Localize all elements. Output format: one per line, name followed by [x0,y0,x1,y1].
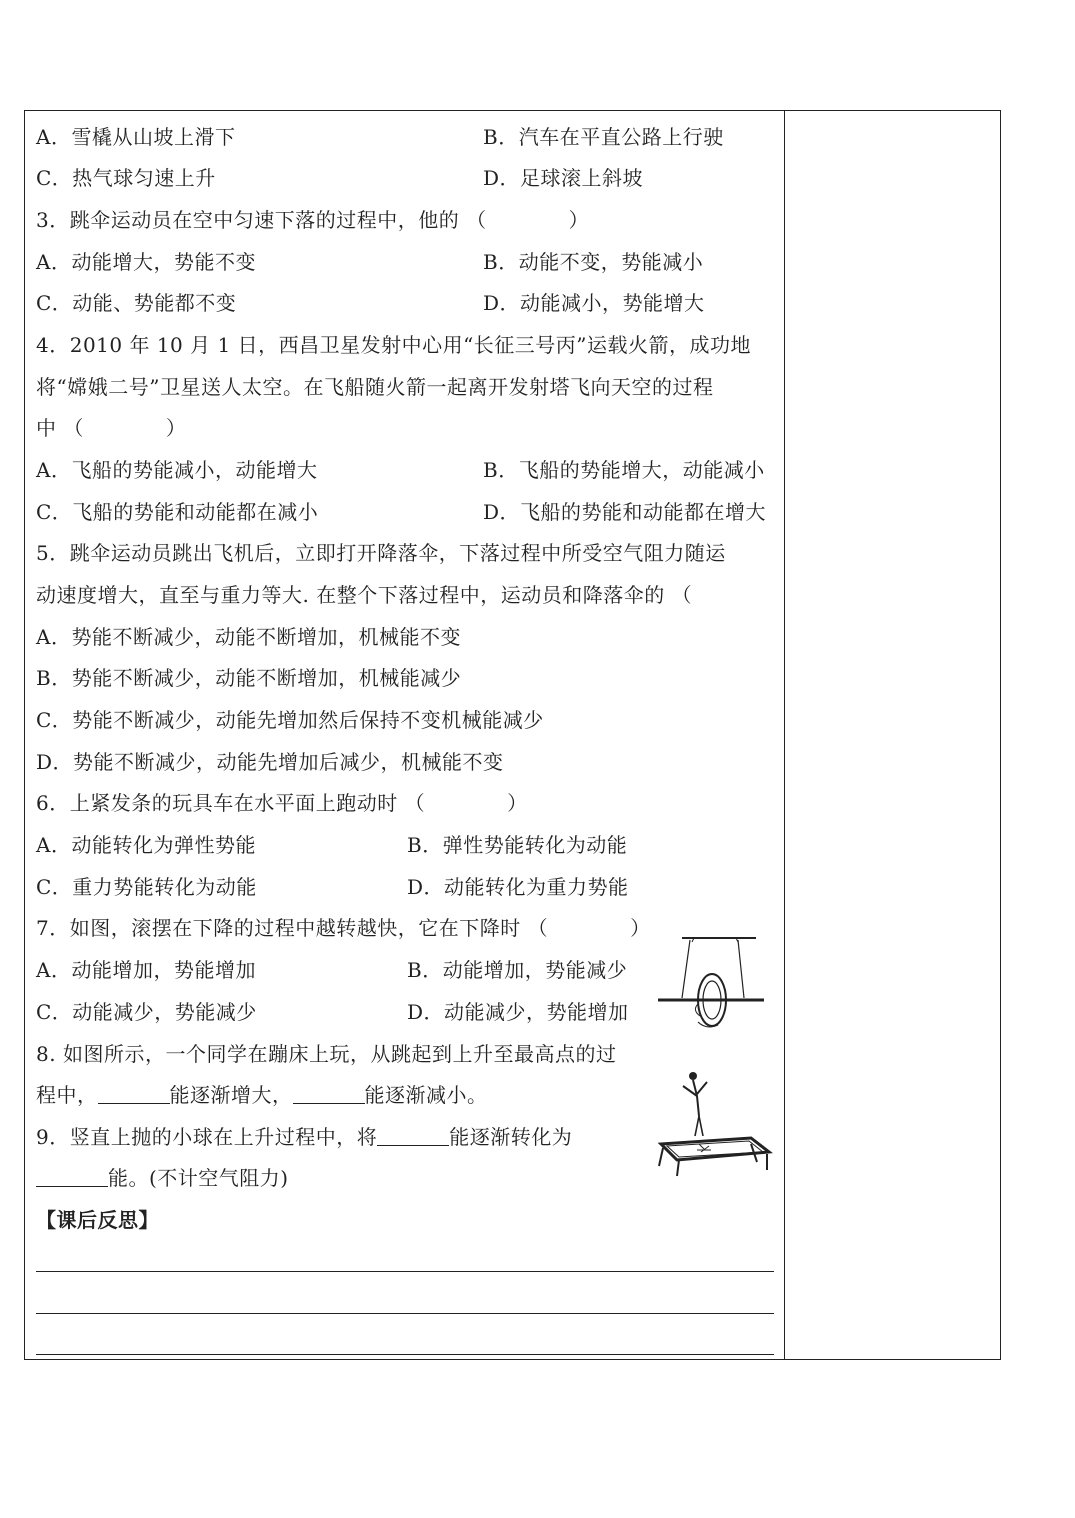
q4-option-c: C．飞船的势能和动能都在减小 [36,500,319,524]
q4-stem-line1: 4．2010 年 10 月 1 日，西昌卫星发射中心用“长征三号丙”运载火箭，成功地 [36,333,752,357]
q3-option-c: C．动能、势能都不变 [36,291,237,315]
q5-option-b: B．势能不断减少，动能不断增加，机械能减少 [36,666,462,690]
q5-option-a: A．势能不断减少，动能不断增加，机械能不变 [36,625,461,649]
q3-stem: 3．跳伞运动员在空中匀速下落的过程中，他的 （ ） [36,208,590,232]
q8-text-before-blank1: 程中， [36,1083,98,1107]
reflection-writing-line-2[interactable] [36,1313,774,1314]
q8-blank-2[interactable] [293,1083,365,1104]
q4-option-b: B．飞船的势能增大，动能减小 [483,458,765,482]
q2-option-a: A．雪橇从山坡上滑下 [36,125,236,149]
q2-option-b: B．汽车在平直公路上行驶 [483,125,724,149]
q2-option-c: C．热气球匀速上升 [36,166,216,190]
maxwell-wheel-figure [652,930,767,1032]
q9-text-after-blank2: 能。(不计空气阻力) [108,1166,289,1190]
q5-option-d: D．势能不断减少，动能先增加后减少，机械能不变 [36,750,504,774]
q9-text-before-blank1: 9．竖直上抛的小球在上升过程中，将 [36,1125,378,1149]
q7-stem: 7．如图，滚摆在下降的过程中越转越快，它在下降时 （ ） [36,916,651,940]
q8-line2 [36,1081,488,1109]
q2-option-d: D．足球滚上斜坡 [483,166,644,190]
q9-blank-1[interactable] [377,1125,449,1146]
q7-option-b: B．动能增加，势能减少 [407,958,628,982]
q3-option-b: B．动能不变，势能减小 [483,250,704,274]
q9-line1 [36,1123,572,1151]
q9-blank-2[interactable] [36,1166,108,1187]
q4-option-a: A．飞船的势能减小，动能增大 [36,458,318,482]
q8-text-after-blank2: 能逐渐减小。 [364,1083,488,1107]
q3-option-a: A．动能增大，势能不变 [36,250,256,274]
table-column-divider [784,110,785,1360]
reflection-writing-line-1[interactable] [36,1271,774,1272]
reflection-heading: 【课后反思】 [36,1208,159,1232]
q5-stem-line1: 5．跳伞运动员跳出飞机后，立即打开降落伞，下落过程中所受空气阻力随运 [36,541,726,565]
q6-stem: 6．上紧发条的玩具车在水平面上跑动时 （ ） [36,791,528,815]
q8-blank-1[interactable] [98,1083,170,1104]
q8-line1: 8. 如图所示，一个同学在蹦床上玩，从跳起到上升至最高点的过 [36,1042,617,1066]
q7-option-d: D．动能减少，势能增加 [407,1000,629,1024]
q6-option-b: B．弹性势能转化为动能 [407,833,628,857]
trampoline-figure [655,1066,773,1178]
q3-option-d: D．动能减小，势能增大 [483,291,705,315]
q6-option-a: A．动能转化为弹性势能 [36,833,256,857]
q7-option-a: A．动能增加，势能增加 [36,958,256,982]
q4-stem-line3: 中 （ ） [36,416,187,440]
q5-option-c: C．势能不断减少，动能先增加然后保持不变机械能减少 [36,708,544,732]
q6-option-c: C．重力势能转化为动能 [36,875,257,899]
q9-line2 [36,1164,289,1192]
q4-stem-line2: 将“嫦娥二号”卫星送人太空。在飞船随火箭一起离开发射塔飞向天空的过程 [36,375,714,399]
q5-stem-line2: 动速度增大，直至与重力等大. 在整个下落过程中，运动员和降落伞的 （ [36,583,693,607]
q7-option-c: C．动能减少，势能减少 [36,1000,257,1024]
reflection-writing-line-3[interactable] [36,1354,774,1355]
q6-option-d: D．动能转化为重力势能 [407,875,629,899]
q8-text-between-blanks: 能逐渐增大， [169,1083,293,1107]
q9-text-after-blank1: 能逐渐转化为 [449,1125,573,1149]
q4-option-d: D．飞船的势能和动能都在增大 [483,500,767,524]
